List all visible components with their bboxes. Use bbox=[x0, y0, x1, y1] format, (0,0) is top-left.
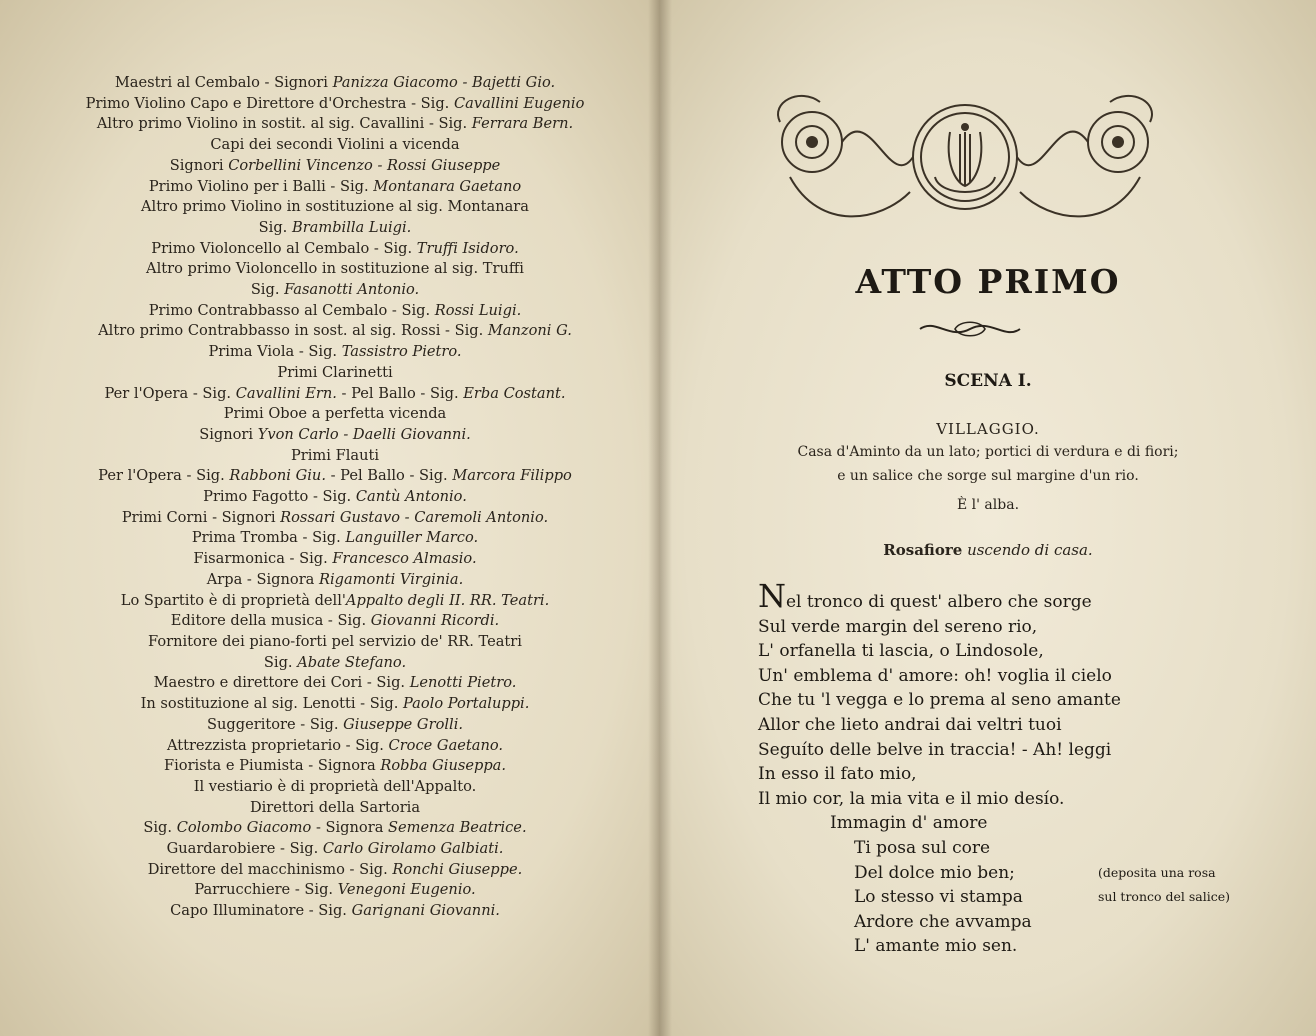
credit-role: - Signora bbox=[311, 819, 389, 837]
verse-text: Sul verde margin del sereno rio, bbox=[758, 616, 1038, 637]
credit-role: Altro primo Violoncello in sostituzione al sig. Truffi bbox=[146, 260, 524, 278]
verse-line bbox=[758, 836, 1278, 861]
credit-line bbox=[70, 860, 600, 881]
credit-role: Primo Fagotto - Sig. bbox=[203, 488, 356, 506]
credit-name: Garignani Giovanni. bbox=[351, 902, 500, 920]
credit-name: Panizza Giacomo - Bajetti Gio. bbox=[332, 74, 556, 91]
credit-name: Rigamonti Virginia. bbox=[319, 570, 464, 588]
credit-role: Arpa - Signora bbox=[206, 570, 320, 588]
credit-line bbox=[70, 466, 600, 487]
verse-text: Un' emblema d' amore: oh! voglia il cielo bbox=[758, 665, 1112, 686]
credit-line bbox=[70, 694, 600, 715]
credit-name: Fasanotti Antonio. bbox=[284, 281, 420, 299]
character-name: Rosafiore bbox=[883, 541, 963, 559]
credit-name: Corbellini Vincenzo - Rossi Giuseppe bbox=[228, 156, 501, 174]
verse-line bbox=[758, 910, 1278, 935]
credit-role: Editore della musica - Sig. bbox=[170, 612, 371, 630]
credit-line bbox=[70, 404, 600, 425]
credit-name: Ferrara Bern. bbox=[471, 115, 574, 133]
credit-name: Truffi Isidoro. bbox=[416, 239, 519, 257]
credit-name: Rossi Luigi. bbox=[434, 301, 522, 319]
act-title: ATTO PRIMO bbox=[855, 262, 1121, 301]
verse-line bbox=[758, 738, 1278, 763]
verse-line bbox=[758, 664, 1278, 689]
credit-line bbox=[70, 446, 600, 467]
setting: VILLAGGIO. bbox=[936, 420, 1040, 438]
credit-line bbox=[70, 528, 600, 549]
credit-name: Montanara Gaetano bbox=[373, 177, 522, 195]
verse-text: In esso il fato mio, bbox=[758, 764, 917, 785]
verse-line bbox=[758, 934, 1278, 959]
credit-role: Primo Violoncello al Cembalo - Sig. bbox=[151, 239, 417, 257]
credit-line bbox=[70, 591, 600, 612]
verse-text: Ti posa sul core bbox=[854, 837, 991, 858]
credit-role: Fisarmonica - Sig. bbox=[193, 550, 333, 568]
character-action: uscendo di casa. bbox=[967, 541, 1093, 559]
credit-name: Rabboni Giu. bbox=[229, 467, 326, 485]
credit-name: Yvon Carlo - Daelli Giovanni. bbox=[257, 425, 471, 443]
credit-line bbox=[70, 508, 600, 529]
credit-role: Attrezzista proprietario - Sig. bbox=[166, 736, 389, 754]
credit-role: Lo Spartito è di proprietà dell' bbox=[120, 591, 346, 609]
credit-line bbox=[70, 363, 600, 384]
lyre-ornament-icon bbox=[760, 82, 1170, 232]
time-of-day: È l' alba. bbox=[956, 497, 1020, 513]
credit-role: Primi Corni - Signori bbox=[121, 508, 281, 526]
credit-name: Giuseppe Grolli. bbox=[343, 715, 463, 733]
credit-role: Sig. bbox=[263, 653, 298, 671]
credit-role: Altro primo Violino in sostit. al sig. Cavallini - Sig. bbox=[96, 115, 472, 133]
credit-role: Sig. bbox=[258, 218, 292, 236]
description-line-1: Casa d'Aminto da un lato; portici di verdura e di fiori; bbox=[797, 444, 1179, 460]
credit-name: Giovanni Ricordi. bbox=[370, 612, 500, 630]
credit-line bbox=[70, 73, 600, 94]
verse-line bbox=[758, 811, 1278, 836]
credit-line bbox=[70, 156, 600, 177]
credit-role: Altro primo Contrabbasso in sost. al sig. Rossi - Sig. bbox=[98, 322, 488, 340]
verse-line bbox=[758, 615, 1278, 640]
flourish-divider-icon bbox=[915, 316, 1025, 342]
credit-name: Languiller Marco. bbox=[345, 529, 479, 547]
verse-text: Del dolce mio ben; bbox=[854, 862, 1015, 883]
credit-name: Brambilla Luigi. bbox=[291, 218, 412, 236]
credit-name: Croce Gaetano. bbox=[388, 736, 504, 754]
credit-role: - Pel Ballo - Sig. bbox=[336, 384, 464, 402]
credit-line bbox=[70, 177, 600, 198]
credit-line bbox=[70, 798, 600, 819]
verse-text: Il mio cor, la mia vita e il mio desío. bbox=[758, 788, 1065, 809]
verse-text: Allor che lieto andrai dai veltri tuoi bbox=[758, 714, 1062, 735]
verse-line bbox=[758, 787, 1278, 812]
credit-name: Erba Costant. bbox=[463, 384, 566, 402]
credit-role: Primo Contrabbasso al Cembalo - Sig. bbox=[148, 301, 435, 319]
credit-name: Abate Stefano. bbox=[297, 653, 407, 671]
credit-line bbox=[70, 425, 600, 446]
credit-name: Cantù Antonio. bbox=[355, 488, 467, 506]
credit-line bbox=[70, 736, 600, 757]
credit-role: Fornitore dei piano-forti pel servizio de' RR. Teatri bbox=[148, 632, 522, 650]
credit-role: Direttore del macchinismo - Sig. bbox=[147, 860, 393, 878]
credit-line bbox=[70, 280, 600, 301]
verse-text: el tronco di quest' albero che sorge bbox=[786, 592, 1092, 612]
credit-role: Capo Illuminatore - Sig. bbox=[170, 902, 352, 920]
credit-role: Maestro e direttore dei Cori - Sig. bbox=[153, 674, 410, 692]
credit-role: Per l'Opera - Sig. bbox=[98, 467, 230, 485]
verse-block bbox=[758, 577, 1278, 959]
credit-name: Cavallini Ern. bbox=[235, 384, 337, 402]
credit-name: Marcora Filippo bbox=[452, 467, 572, 485]
verse-text: Ardore che avvampa bbox=[854, 911, 1032, 932]
credit-role: Maestri al Cembalo - Signori bbox=[114, 74, 333, 91]
verse-text: Che tu 'l vegga e lo prema al seno amante bbox=[758, 690, 1121, 711]
credit-line bbox=[70, 259, 600, 280]
credit-line bbox=[70, 756, 600, 777]
credit-line bbox=[70, 715, 600, 736]
credit-role: Prima Viola - Sig. bbox=[208, 343, 342, 361]
credit-line bbox=[70, 777, 600, 798]
credit-line bbox=[70, 839, 600, 860]
verse-line bbox=[758, 762, 1278, 787]
credit-name: Tassistro Pietro. bbox=[341, 343, 462, 361]
scene-title: SCENA I. bbox=[944, 371, 1032, 391]
verse-line bbox=[758, 885, 1278, 910]
verse-text: Seguíto delle belve in traccia! - Ah! leggi bbox=[758, 739, 1112, 760]
credit-line bbox=[70, 384, 600, 405]
credit-name: Semenza Beatrice. bbox=[388, 819, 527, 837]
right-page bbox=[660, 0, 1316, 1036]
credit-role: - Pel Ballo - Sig. bbox=[325, 467, 453, 485]
credit-name: Colombo Giacomo bbox=[176, 819, 312, 837]
credit-name: Francesco Almasio. bbox=[332, 550, 477, 568]
credit-name: Rossari Gustavo - Caremoli Antonio. bbox=[280, 508, 549, 526]
credit-role: Capi dei secondi Violini a vicenda bbox=[210, 136, 460, 154]
book-gutter bbox=[648, 0, 672, 1036]
credit-role: Primi Oboe a perfetta vicenda bbox=[223, 405, 447, 423]
credit-role: Direttori della Sartoria bbox=[249, 798, 421, 816]
credit-role: Guardarobiere - Sig. bbox=[166, 840, 323, 858]
verse-line bbox=[758, 713, 1278, 738]
credit-line bbox=[70, 611, 600, 632]
credit-line bbox=[70, 570, 600, 591]
credit-line bbox=[70, 880, 600, 901]
verse-line bbox=[758, 861, 1278, 886]
credit-name: Cavallini Eugenio bbox=[453, 94, 585, 112]
credit-line bbox=[70, 487, 600, 508]
credit-line bbox=[70, 197, 600, 218]
credit-name: Manzoni G. bbox=[487, 322, 572, 340]
credit-name: Lenotti Pietro. bbox=[409, 674, 517, 692]
credit-role: Signori bbox=[169, 156, 229, 174]
credit-line bbox=[70, 818, 600, 839]
credit-line bbox=[70, 632, 600, 653]
credit-name: Paolo Portaluppi. bbox=[403, 695, 530, 713]
credit-line bbox=[70, 218, 600, 239]
credit-role: Suggeritore - Sig. bbox=[207, 715, 344, 733]
credit-line bbox=[70, 239, 600, 260]
credit-line bbox=[70, 673, 600, 694]
credit-name: Venegoni Eugenio. bbox=[337, 881, 476, 899]
verse-text: L' orfanella ti lascia, o Lindosole, bbox=[758, 641, 1044, 662]
credit-line bbox=[70, 321, 600, 342]
credit-role: Fiorista e Piumista - Signora bbox=[163, 757, 381, 775]
credit-role: Il vestiario è di proprietà dell'Appalto. bbox=[193, 777, 477, 795]
credit-line bbox=[70, 901, 600, 922]
description-line-2: e un salice che sorge sul margine d'un rio. bbox=[837, 468, 1139, 484]
verse-line bbox=[758, 688, 1278, 713]
credit-role: Sig. bbox=[250, 281, 285, 299]
credit-role: Primi Clarinetti bbox=[277, 363, 393, 381]
credit-line bbox=[70, 301, 600, 322]
verse-text: Lo stesso vi stampa bbox=[854, 887, 1023, 908]
credit-line bbox=[70, 549, 600, 570]
credit-role: Primo Violino per i Balli - Sig. bbox=[148, 177, 374, 195]
credit-line bbox=[70, 114, 600, 135]
credit-line bbox=[70, 94, 600, 115]
stage-direction: (deposita una rosa bbox=[1098, 864, 1216, 880]
credit-role: Primi Flauti bbox=[290, 446, 380, 464]
character-cue bbox=[660, 541, 1316, 559]
orchestra-credits bbox=[70, 73, 600, 922]
credit-role: Per l'Opera - Sig. bbox=[104, 384, 236, 402]
credit-role: Signori bbox=[199, 425, 258, 443]
credit-role: In sostituzione al sig. Lenotti - Sig. bbox=[140, 695, 403, 713]
credit-name: Appalto degli II. RR. Teatri. bbox=[345, 591, 550, 609]
credit-role: Sig. bbox=[143, 819, 177, 837]
verse-text: L' amante mio sen. bbox=[854, 936, 1018, 957]
credit-role: Altro primo Violino in sostituzione al sig. Montanara bbox=[141, 198, 529, 216]
credit-name: Ronchi Giuseppe. bbox=[392, 860, 523, 878]
credit-role: Parrucchiere - Sig. bbox=[194, 881, 338, 899]
credit-role: Primo Violino Capo e Direttore d'Orchestra - Sig. bbox=[85, 94, 454, 112]
verse-line bbox=[758, 639, 1278, 664]
credit-line bbox=[70, 653, 600, 674]
credit-line bbox=[70, 342, 600, 363]
drop-cap: N bbox=[758, 577, 786, 615]
verse-text: Immagin d' amore bbox=[830, 813, 988, 834]
credit-name: Robba Giuseppa. bbox=[380, 757, 507, 775]
verse-line bbox=[758, 577, 1278, 615]
credit-line bbox=[70, 135, 600, 156]
credit-name: Carlo Girolamo Galbiati. bbox=[322, 840, 504, 858]
credit-role: Prima Tromba - Sig. bbox=[191, 529, 346, 547]
stage-direction: sul tronco del salice) bbox=[1098, 889, 1231, 905]
